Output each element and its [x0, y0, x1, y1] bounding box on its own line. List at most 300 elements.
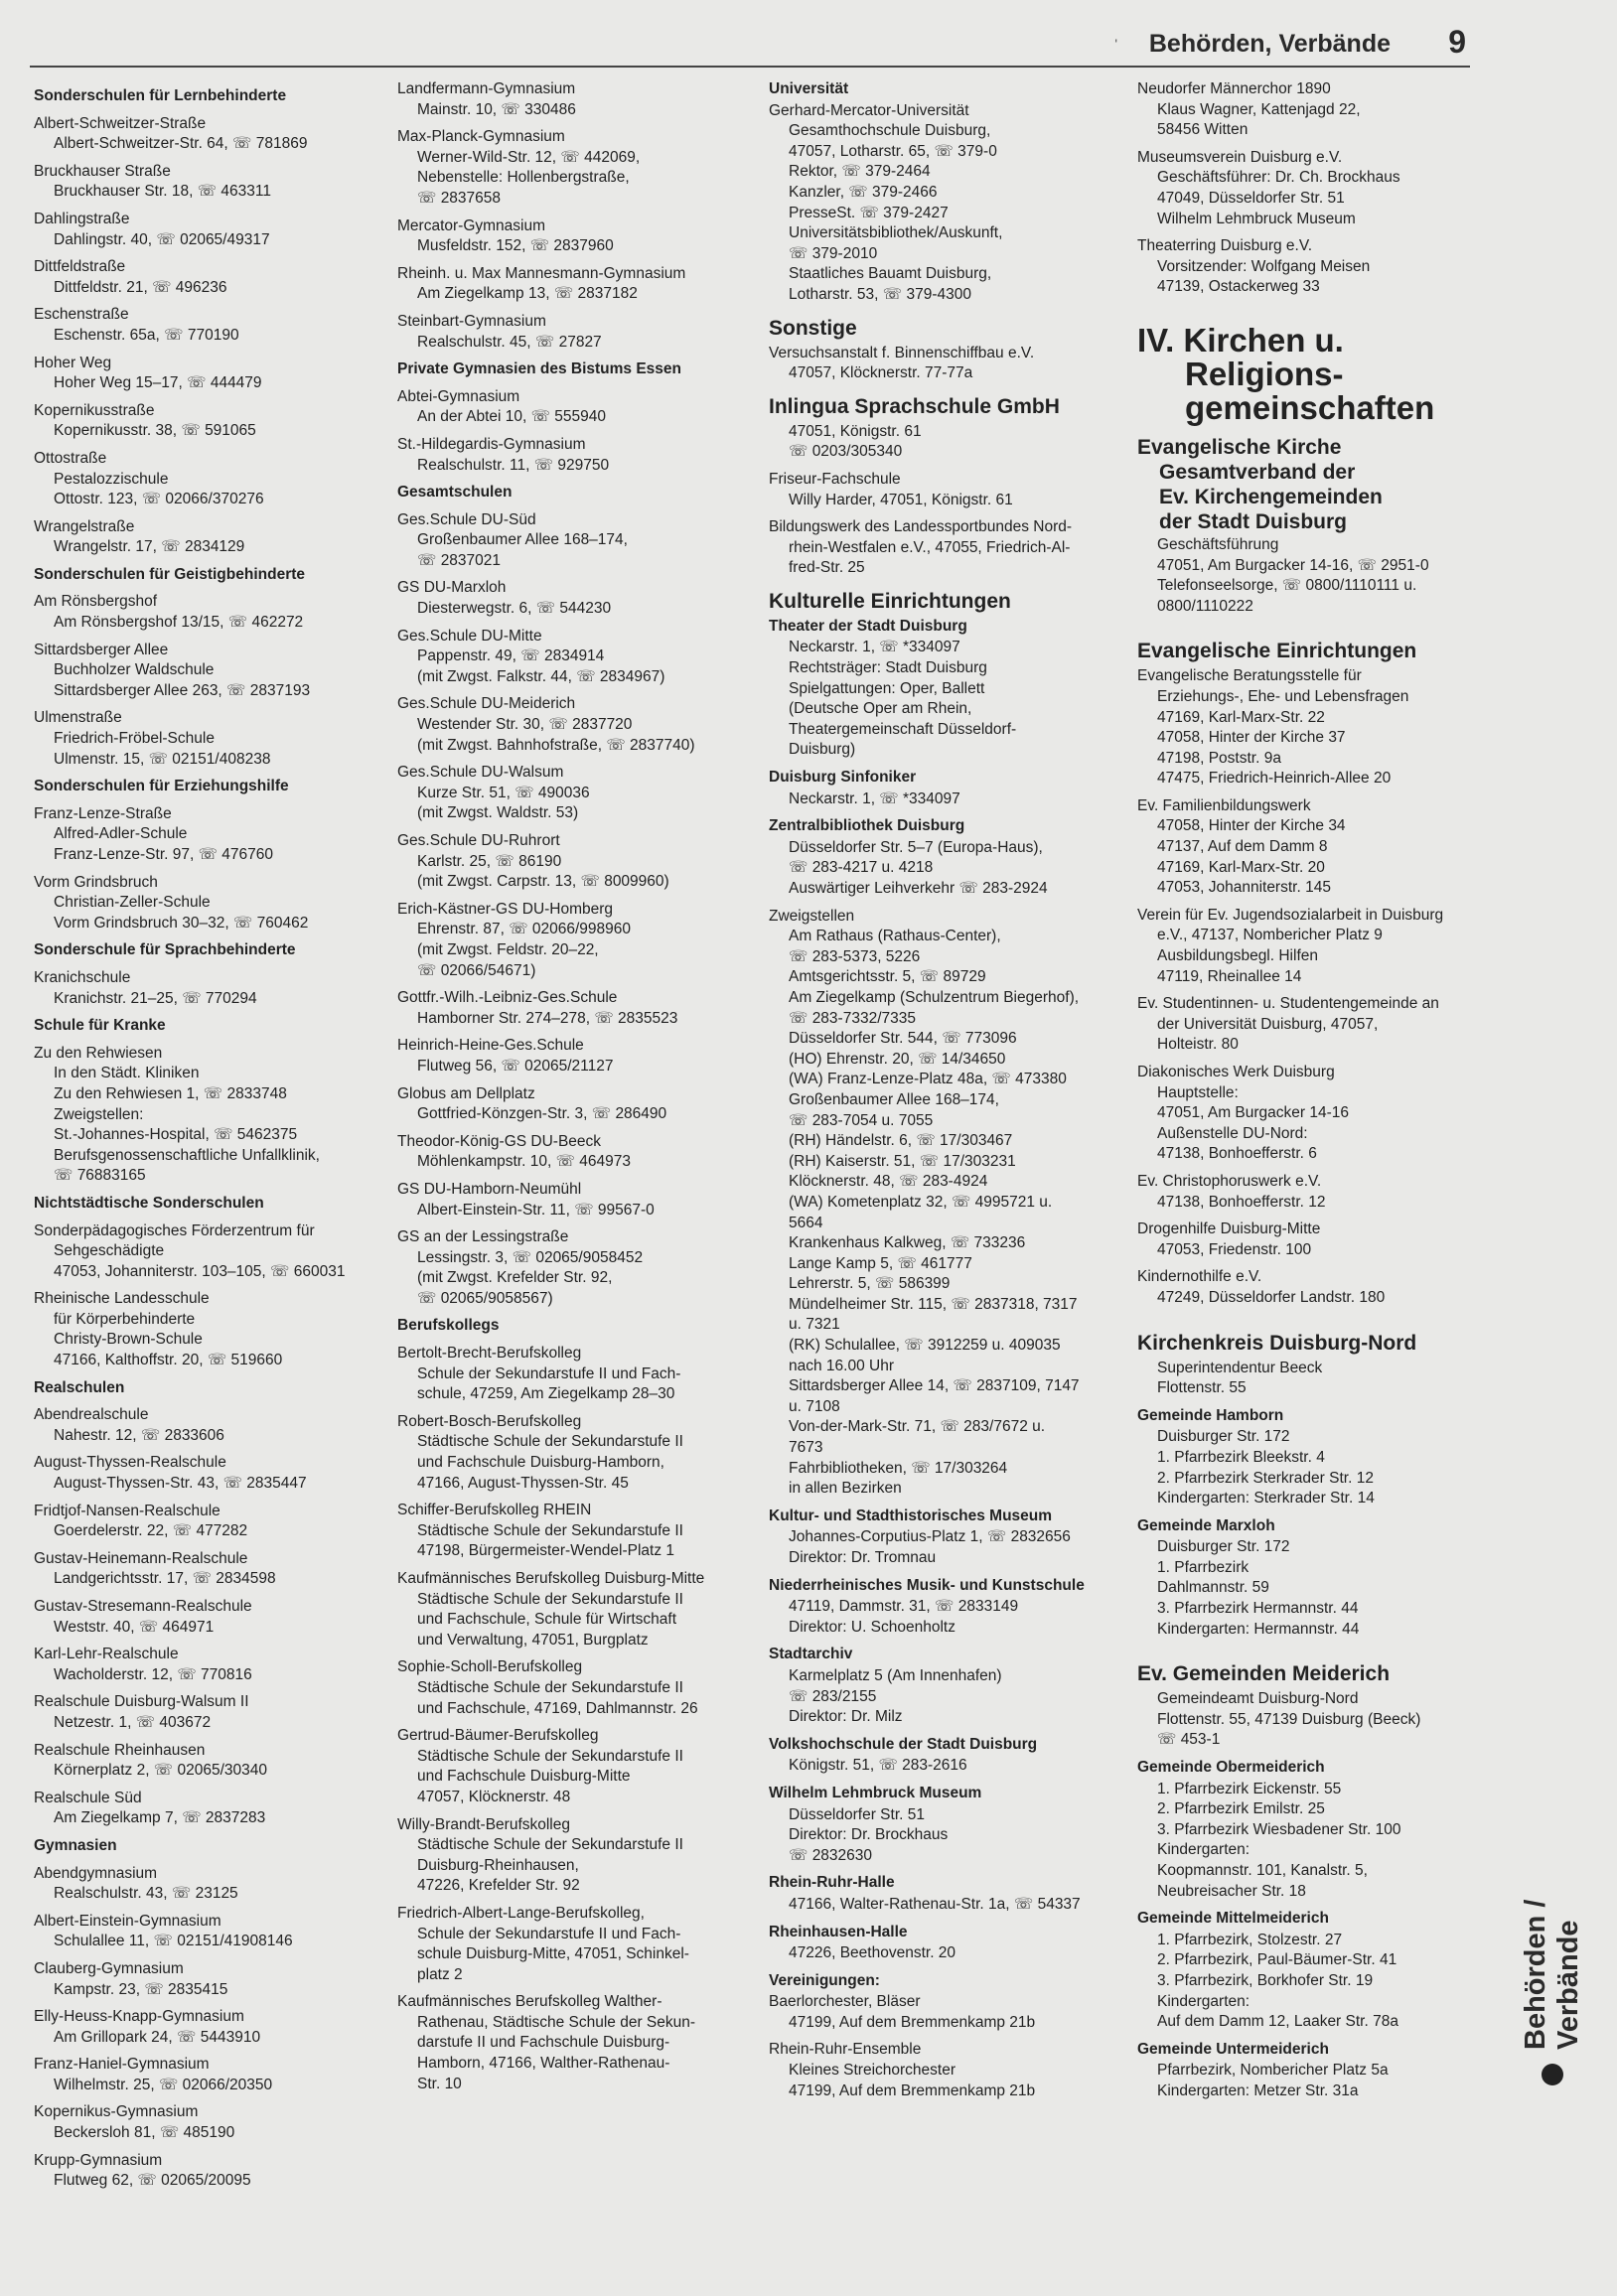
directory-entry [34, 2007, 386, 2048]
entry-line: Gertrud-Bäumer-Berufskolleg [397, 1727, 599, 1745]
entry-line: Nebenstelle: Hollenbergstraße, [417, 169, 630, 187]
entry-line: PresseSt. ☏ 379-2427 [789, 204, 949, 221]
directory-entry [34, 354, 386, 394]
entry-line: Flottenstr. 55 [1157, 1379, 1247, 1397]
directory-entry [1137, 994, 1480, 1056]
entry-line: Rektor, ☏ 379-2464 [789, 163, 931, 181]
directory-entry [1137, 1931, 1480, 2033]
entry-line: Möhlenkampstr. 10, ☏ 464973 [417, 1153, 631, 1171]
directory-entry [397, 1412, 750, 1494]
chapter-heading-line: IV. Kirchen u. [1137, 321, 1344, 359]
directory-entry [769, 101, 1121, 306]
entry-line: (WA) Franz-Lenze-Platz 48a, ☏ 473380 [789, 1071, 1067, 1088]
entry-line: Museumsverein Duisburg e.V. [1137, 148, 1343, 166]
section-heading: Rhein-Ruhr-Halle [769, 1874, 895, 1892]
entry-line: ☏ 283-7054 u. 7055 [789, 1111, 934, 1129]
entry-line: (mit Zwgst. Krefelder Str. 92, [417, 1269, 613, 1287]
entry-line: Auf dem Damm 12, Laaker Str. 78a [1157, 2013, 1398, 2031]
entry-line: Baerlorchester, Bläser [769, 1993, 921, 2011]
entry-line: 58456 Witten [1157, 121, 1249, 139]
entry-line: Ges.Schule DU-Mitte [397, 627, 542, 645]
entry-line: Fridtjof-Nansen-Realschule [34, 1502, 220, 1519]
entry-line: 47057, Klöcknerstr. 77-77a [789, 364, 973, 382]
entry-line: Ottostraße [34, 449, 107, 467]
entry-line: Neckarstr. 1, ☏ *334097 [789, 639, 960, 656]
directory-entry [397, 900, 750, 981]
entry-line: 47166, Walter-Rathenau-Str. 1a, ☏ 54337 [789, 1895, 1081, 1913]
section-heading: Stadtarchiv [769, 1646, 853, 1663]
entry-line: Schule der Sekundarstufe II und Fach- [417, 1364, 681, 1382]
directory-entry [34, 1645, 386, 1685]
entry-line: Ev. Studentinnen- u. Studentengemeinde an [1137, 995, 1439, 1013]
directory-entry [397, 627, 750, 688]
entry-line: Friedrich-Albert-Lange-Berufskolleg, [397, 1904, 645, 1922]
entry-line: ☏ 283-5373, 5226 [789, 947, 921, 965]
entry-line: Universitätsbibliothek/Auskunft, [789, 224, 1003, 242]
directory-entry [769, 1597, 1121, 1638]
entry-line: Geschäftsführung [1157, 535, 1279, 553]
directory-entry [1137, 148, 1480, 229]
entry-line: (mit Zwgst. Carpstr. 13, ☏ 8009960) [417, 873, 669, 891]
entry-line: 47058, Hinter der Kirche 34 [1157, 817, 1346, 835]
entry-line: rhein-Westfalen e.V., 47055, Friedrich-Al- [789, 538, 1071, 556]
entry-line: Mainstr. 10, ☏ 330486 [417, 100, 576, 118]
entry-line: darstufe II und Fachschule Duisburg- [417, 2034, 670, 2052]
entry-line: St.-Hildegardis-Gymnasium [397, 435, 586, 453]
entry-line: Am Ziegelkamp (Schulzentrum Biegerhof), [789, 988, 1080, 1006]
directory-entry [34, 1549, 386, 1590]
entry-line: Abendrealschule [34, 1406, 149, 1424]
entry-line: Sittardsberger Allee [34, 641, 169, 658]
entry-line: Hoher Weg [34, 354, 112, 371]
section-heading: Rheinhausen-Halle [769, 1923, 908, 1940]
entry-line: (mit Zwgst. Bahnhofstraße, ☏ 2837740) [417, 736, 695, 754]
section-heading: Universität [769, 80, 849, 97]
entry-line: Schiffer-Berufskolleg RHEIN [397, 1502, 592, 1519]
entry-line: Flottenstr. 55, 47139 Duisburg (Beeck) [1157, 1710, 1421, 1728]
entry-line: Abtei-Gymnasium [397, 387, 520, 405]
entry-line: 7673 [789, 1439, 823, 1457]
entry-line: Albert-Einstein-Str. 11, ☏ 99567-0 [417, 1201, 655, 1219]
entry-line: ☏ 2837021 [417, 551, 502, 569]
directory-entry [397, 988, 750, 1029]
directory-entry [769, 470, 1121, 510]
section-heading: Gemeinde Untermeiderich [1137, 2040, 1329, 2058]
entry-line: Fahrbibliotheken, ☏ 17/303264 [789, 1459, 1008, 1477]
entry-line: Drogenhilfe Duisburg-Mitte [1137, 1220, 1321, 1238]
entry-line: Ges.Schule DU-Süd [397, 510, 536, 528]
entry-line: Wrangelstr. 17, ☏ 2834129 [54, 538, 245, 556]
entry-line: Hamborner Str. 274–278, ☏ 2835523 [417, 1009, 678, 1027]
entry-line: Diakonisches Werk Duisburg [1137, 1064, 1335, 1080]
entry-line: 47169, Karl-Marx-Str. 20 [1157, 858, 1325, 876]
entry-line: Am Rönsbergshof [34, 593, 158, 611]
entry-line: Pfarrbezirk, Nombericher Platz 5a [1157, 2062, 1389, 2080]
entry-line: Ottostr. 123, ☏ 02066/370276 [54, 491, 264, 508]
directory-entry [34, 114, 386, 155]
side-tab-line-1: Behörden / [1520, 1899, 1551, 2050]
directory-entry [397, 127, 750, 209]
entry-line: 47053, Johanniterstr. 145 [1157, 879, 1331, 897]
side-tab [1498, 1728, 1607, 2085]
entry-line: Heinrich-Heine-Ges.Schule [397, 1037, 584, 1055]
directory-entry [397, 79, 750, 120]
entry-line: 47057, Lotharstr. 65, ☏ 379-0 [789, 142, 997, 160]
entry-line: (Deutsche Oper am Rhein, [789, 700, 972, 718]
directory-entry [34, 1502, 386, 1542]
entry-line: 47137, Auf dem Damm 8 [1157, 838, 1328, 856]
entry-line: ☏ 283-4217 u. 4218 [789, 859, 934, 877]
entry-line: und Fachschule Duisburg-Hamborn, [417, 1454, 664, 1472]
directory-entry [1137, 535, 1480, 617]
entry-line: Krankenhaus Kalkweg, ☏ 733236 [789, 1234, 1026, 1252]
directory-entry [397, 510, 750, 572]
entry-line: Großenbaumer Allee 168–174, [789, 1090, 999, 1108]
entry-line: Vorm Grindsbruch 30–32, ☏ 760462 [54, 914, 309, 932]
section-heading: Schule für Kranke [34, 1017, 166, 1035]
entry-line: Verein für Ev. Jugendsozialarbeit in Duisburg [1137, 906, 1444, 924]
entry-line: Eschenstr. 65a, ☏ 770190 [54, 326, 239, 344]
entry-line: Str. 10 [417, 2075, 462, 2092]
entry-line: (mit Zwgst. Waldstr. 53) [417, 804, 579, 822]
directory-entry [769, 2040, 1121, 2101]
entry-line: Netzestr. 1, ☏ 403672 [54, 1713, 212, 1731]
entry-line: Ehrenstr. 87, ☏ 02066/998960 [417, 921, 632, 938]
entry-line: Christian-Zeller-Schule [54, 894, 211, 912]
directory-entry [34, 162, 386, 203]
directory-entry [397, 1036, 750, 1076]
directory-entry [769, 638, 1121, 761]
chapter-heading [1137, 321, 1480, 426]
directory-entry [34, 401, 386, 442]
directory-entry [769, 1992, 1121, 2033]
entry-line: Von-der-Mark-Str. 71, ☏ 283/7672 u. [789, 1418, 1046, 1436]
entry-line: Vorsitzender: Wolfgang Meisen [1157, 257, 1371, 275]
directory-entry [34, 1959, 386, 2000]
directory-entry [769, 907, 1121, 1500]
subchapter-heading [1137, 435, 1480, 534]
directory-entry [397, 435, 750, 476]
section-heading: Gemeinde Mittelmeiderich [1137, 1910, 1329, 1928]
directory-entry [34, 1044, 386, 1187]
entry-line: Diesterwegstr. 6, ☏ 544230 [417, 600, 612, 618]
entry-line: Realschulstr. 45, ☏ 27827 [417, 333, 602, 351]
section-heading: Gymnasien [34, 1836, 117, 1854]
entry-line: Musfeldstr. 152, ☏ 2837960 [417, 237, 614, 255]
entry-line: An der Abtei 10, ☏ 555940 [417, 408, 607, 426]
directory-entry [1137, 1780, 1480, 1903]
entry-line: GS DU-Hamborn-Neumühl [397, 1180, 582, 1198]
entry-line: Westender Str. 30, ☏ 2837720 [417, 716, 633, 734]
directory-entry [1137, 1063, 1480, 1165]
entry-line: Sophie-Scholl-Berufskolleg [397, 1658, 583, 1676]
directory-entry [34, 517, 386, 558]
entry-line: 47138, Bonhoefferstr. 12 [1157, 1193, 1326, 1211]
entry-line: Ges.Schule DU-Ruhrort [397, 832, 560, 849]
entry-line: Dittfeldstraße [34, 258, 126, 276]
directory-entry [397, 1726, 750, 1807]
entry-line: Werner-Wild-Str. 12, ☏ 442069, [417, 148, 641, 166]
section-heading: Kulturelle Einrichtungen [769, 589, 1011, 613]
entry-line: und Verwaltung, 47051, Burgplatz [417, 1631, 649, 1649]
section-heading: Duisburg Sinfoniker [769, 769, 917, 787]
entry-line: Städtische Schule der Sekundarstufe II [417, 1747, 683, 1765]
directory-entry [34, 592, 386, 633]
entry-line: Pestalozzischule [54, 470, 169, 488]
header-tick: ' [1114, 36, 1117, 52]
directory-entry [34, 1912, 386, 1952]
section-heading: Sonstige [769, 316, 857, 340]
entry-line: Kindernothilfe e.V. [1137, 1268, 1262, 1286]
entry-line: in allen Bezirken [789, 1480, 902, 1498]
section-heading: Sonderschulen für Erziehungshilfe [34, 778, 289, 795]
entry-line: 47057, Klöcknerstr. 48 [417, 1788, 571, 1805]
entry-line: Sehgeschädigte [54, 1242, 165, 1260]
entry-line: Ges.Schule DU-Meiderich [397, 695, 576, 713]
directory-entry [34, 210, 386, 250]
entry-line: Zu den Rehwiesen 1, ☏ 2833748 [54, 1084, 287, 1102]
entry-line: Ev. Christophoruswerk e.V. [1137, 1172, 1322, 1190]
directory-entry [769, 1666, 1121, 1728]
entry-line: 47226, Krefelder Str. 92 [417, 1877, 580, 1895]
section-heading: Private Gymnasien des Bistums Essen [397, 360, 682, 378]
entry-line: Koopmannstr. 101, Kanalstr. 5, [1157, 1862, 1368, 1879]
entry-line: und Fachschule Duisburg-Mitte [417, 1768, 631, 1786]
column-3 [769, 79, 1121, 2101]
entry-line: ☏ 2832630 [789, 1846, 873, 1864]
page-number: 9 [1448, 24, 1466, 60]
entry-line: Großenbaumer Allee 168–174, [417, 531, 628, 549]
entry-line: Gottfr.-Wilh.-Leibniz-Ges.Schule [397, 989, 618, 1007]
entry-line: Zweigstellen [769, 907, 855, 925]
directory-entry [34, 708, 386, 770]
entry-line: Kindergarten: Sterkrader Str. 14 [1157, 1490, 1375, 1507]
entry-line: 47199, Auf dem Bremmenkamp 21b [789, 2013, 1036, 2031]
section-heading: Nichtstädtische Sonderschulen [34, 1194, 264, 1212]
entry-line: (HO) Ehrenstr. 20, ☏ 14/34650 [789, 1050, 1006, 1068]
section-heading: Berufskollegs [397, 1317, 500, 1335]
directory-entry [769, 1895, 1121, 1916]
directory-entry [397, 1344, 750, 1405]
entry-line: In den Städt. Kliniken [54, 1065, 200, 1082]
entry-line: Christy-Brown-Schule [54, 1331, 203, 1349]
directory-entry [34, 873, 386, 934]
entry-line: ☏ 2837658 [417, 189, 502, 207]
entry-line: 47166, August-Thyssen-Str. 45 [417, 1474, 629, 1492]
directory-entry [1137, 1359, 1480, 1399]
directory-entry [397, 578, 750, 619]
directory-entry [1137, 796, 1480, 899]
entry-line: ☏ 02065/9058567) [417, 1289, 553, 1307]
entry-line: Abendgymnasium [34, 1864, 158, 1882]
entry-line: Duisburger Str. 172 [1157, 1428, 1290, 1446]
entry-line: Theodor-König-GS DU-Beeck [397, 1132, 602, 1150]
entry-line: Körnerplatz 2, ☏ 02065/30340 [54, 1762, 268, 1780]
entry-line: Zu den Rehwiesen [34, 1044, 163, 1062]
entry-line: Albert-Schweitzer-Str. 64, ☏ 781869 [54, 135, 308, 153]
directory-entry [769, 517, 1121, 579]
entry-line: Amtsgerichtsstr. 5, ☏ 89729 [789, 968, 986, 986]
entry-line: Vorm Grindsbruch [34, 873, 158, 891]
entry-line: Neckarstr. 1, ☏ *334097 [789, 789, 960, 807]
entry-line: Ev. Familienbildungswerk [1137, 796, 1311, 814]
entry-line: fred-Str. 25 [789, 559, 865, 577]
entry-line: 3. Pfarrbezirk Hermannstr. 44 [1157, 1600, 1359, 1618]
section-heading: Volkshochschule der Stadt Duisburg [769, 1735, 1038, 1753]
directory-entry [397, 1180, 750, 1220]
directory-entry [34, 449, 386, 510]
entry-line: Dittfeldstr. 21, ☏ 496236 [54, 278, 227, 296]
entry-line: platz 2 [417, 1965, 463, 1983]
entry-line: 47049, Düsseldorfer Str. 51 [1157, 189, 1345, 207]
directory-entry [34, 1864, 386, 1905]
entry-line: 47053, Johanniterstr. 103–105, ☏ 660031 [54, 1262, 346, 1280]
entry-line: Max-Planck-Gymnasium [397, 128, 565, 146]
entry-line: 47051, Königstr. 61 [789, 422, 922, 440]
directory-entry [397, 763, 750, 824]
entry-line: Kaufmännisches Berufskolleg Walther- [397, 1993, 662, 2011]
entry-line: Kleines Streichorchester [789, 2062, 956, 2080]
entry-line: Zweigstellen: [54, 1105, 144, 1123]
entry-line: Hamborn, 47166, Walther-Rathenau- [417, 2055, 670, 2073]
directory-entry [34, 1289, 386, 1370]
entry-line: Elly-Heuss-Knapp-Gymnasium [34, 2008, 244, 2026]
entry-line: Duisburg) [789, 741, 856, 759]
directory-entry [34, 257, 386, 298]
directory-entry [397, 216, 750, 257]
entry-line: Buchholzer Waldschule [54, 661, 215, 679]
directory-entry [769, 838, 1121, 900]
entry-line: Duisburger Str. 172 [1157, 1538, 1290, 1556]
entry-line: Am Rönsbergshof 13/15, ☏ 462272 [54, 614, 304, 632]
entry-line: Kopernikusstr. 38, ☏ 591065 [54, 422, 256, 440]
section-heading: Sonderschulen für Lernbehinderte [34, 87, 287, 104]
entry-line: Klöcknerstr. 48, ☏ 283-4924 [789, 1173, 988, 1191]
entry-line: Friseur-Fachschule [769, 470, 901, 488]
entry-line: Theatergemeinschaft Düsseldorf- [789, 720, 1017, 738]
directory-entry [34, 2151, 386, 2192]
section-heading: Ev. Gemeinden Meiderich [1137, 1662, 1391, 1686]
entry-line: 1. Pfarrbezirk [1157, 1558, 1250, 1576]
entry-line: Rheinh. u. Max Mannesmann-Gymnasium [397, 264, 686, 282]
entry-line: ☏ 453-1 [1157, 1731, 1221, 1749]
entry-line: Sonderpädagogisches Förderzentrum für [34, 1221, 315, 1239]
entry-line: Realschule Rheinhausen [34, 1741, 206, 1759]
entry-line: Gottfried-Könzgen-Str. 3, ☏ 286490 [417, 1105, 667, 1123]
entry-line: Städtische Schule der Sekundarstufe II [417, 1678, 683, 1696]
entry-line: Franz-Haniel-Gymnasium [34, 2056, 210, 2074]
entry-line: Evangelische Beratungsstelle für [1137, 667, 1362, 685]
entry-line: nach 16.00 Uhr [789, 1357, 894, 1374]
entry-line: Direktor: Dr. Brockhaus [789, 1826, 949, 1844]
entry-line: Städtische Schule der Sekundarstufe II [417, 1836, 683, 1854]
entry-line: Dahlingstr. 40, ☏ 02065/49317 [54, 230, 270, 248]
entry-line: Bildungswerk des Landessportbundes Nord- [769, 518, 1073, 536]
entry-line: 3. Pfarrbezirk Wiesbadener Str. 100 [1157, 1820, 1401, 1838]
entry-line: Kindergarten: [1157, 1992, 1250, 2010]
entry-line: Hoher Weg 15–17, ☏ 444479 [54, 374, 262, 392]
entry-line: Kurze Str. 51, ☏ 490036 [417, 784, 590, 801]
directory-entry [769, 1756, 1121, 1777]
directory-entry [397, 1132, 750, 1173]
entry-line: 47169, Karl-Marx-Str. 22 [1157, 708, 1325, 726]
entry-line: Telefonseelsorge, ☏ 0800/1110111 u. [1157, 577, 1417, 595]
entry-line: 47051, Am Burgacker 14-16, ☏ 2951-0 [1157, 556, 1429, 574]
entry-line: Robert-Bosch-Berufskolleg [397, 1412, 582, 1430]
entry-line: GS an der Lessingstraße [397, 1228, 569, 1246]
directory-entry [397, 1084, 750, 1125]
entry-line: Schule der Sekundarstufe II und Fach- [417, 1925, 681, 1942]
entry-line: Direktor: Dr. Milz [789, 1708, 903, 1726]
entry-line: Karlstr. 25, ☏ 86190 [417, 852, 562, 870]
entry-line: Franz-Lenze-Str. 97, ☏ 476760 [54, 846, 274, 863]
entry-line: Dahlmannstr. 59 [1157, 1579, 1269, 1597]
entry-line: Karmelplatz 5 (Am Innenhafen) [789, 1666, 1002, 1684]
entry-line: Realschulstr. 11, ☏ 929750 [417, 456, 610, 474]
entry-line: Weststr. 40, ☏ 464971 [54, 1618, 215, 1636]
entry-line: Gerhard-Mercator-Universität [769, 101, 969, 119]
section-heading: Sonderschule für Sprachbehinderte [34, 941, 296, 959]
entry-line: für Körperbehinderte [54, 1310, 196, 1328]
entry-line: Albert-Schweitzer-Straße [34, 114, 207, 132]
entry-line: Ulmenstr. 15, ☏ 02151/408238 [54, 750, 271, 768]
entry-line: Außenstelle DU-Nord: [1157, 1124, 1308, 1142]
directory-entry [769, 1943, 1121, 1964]
entry-line: Am Grillopark 24, ☏ 5443910 [54, 2028, 261, 2046]
section-heading: Gemeinde Obermeiderich [1137, 1759, 1325, 1777]
entry-line: Wilhelm Lehmbruck Museum [1157, 210, 1356, 227]
entry-line: Karl-Lehr-Realschule [34, 1646, 179, 1663]
entry-line: Johannes-Corputius-Platz 1, ☏ 2832656 [789, 1528, 1071, 1546]
bullet-icon [1542, 2064, 1563, 2085]
directory-entry [769, 789, 1121, 810]
entry-line: 47119, Rheinallee 14 [1157, 967, 1302, 985]
entry-line: Städtische Schule der Sekundarstufe II [417, 1433, 683, 1451]
section-heading: Gemeinde Hamborn [1137, 1406, 1284, 1424]
subchapter-heading-line: Gesamtverband der [1159, 460, 1356, 484]
entry-line: ☏ 283-7332/7335 [789, 1009, 916, 1027]
directory-entry [769, 344, 1121, 384]
entry-line: und Fachschule, Schule für Wirtschaft [417, 1611, 677, 1629]
entry-line: Kranichschule [34, 968, 131, 986]
entry-line: Albert-Einstein-Gymnasium [34, 1912, 221, 1930]
directory-entry [34, 804, 386, 866]
entry-line: August-Thyssen-Realschule [34, 1454, 226, 1472]
directory-entry [769, 422, 1121, 463]
entry-line: Goerdelerstr. 22, ☏ 477282 [54, 1522, 248, 1540]
directory-entry [1137, 2061, 1480, 2101]
entry-line: 47198, Poststr. 9a [1157, 749, 1281, 767]
entry-line: Realschule Süd [34, 1789, 142, 1806]
entry-line: Geschäftsführer: Dr. Ch. Brockhaus [1157, 169, 1400, 187]
entry-line: Superintendentur Beeck [1157, 1359, 1323, 1376]
directory-entry [397, 1227, 750, 1309]
entry-line: Hauptstelle: [1157, 1083, 1239, 1101]
entry-line: 1. Pfarrbezirk Bleekstr. 4 [1157, 1448, 1325, 1466]
entry-line: Düsseldorfer Str. 544, ☏ 773096 [789, 1030, 1017, 1048]
directory-entry [397, 1904, 750, 1985]
entry-line: Theaterring Duisburg e.V. [1137, 237, 1313, 255]
entry-line: Steinbart-Gymnasium [397, 312, 546, 330]
entry-line: Kranichstr. 21–25, ☏ 770294 [54, 989, 257, 1007]
section-heading: Vereinigungen: [769, 1971, 880, 1989]
section-heading: Niederrheinisches Musik- und Kunstschule [769, 1576, 1085, 1594]
entry-line: Eschenstraße [34, 306, 129, 324]
directory-entry [397, 1992, 750, 2094]
entry-line: Staatliches Bauamt Duisburg, [789, 265, 992, 283]
entry-line: Direktor: U. Schoenholtz [789, 1618, 956, 1636]
entry-line: Landgerichtsstr. 17, ☏ 2834598 [54, 1570, 276, 1588]
